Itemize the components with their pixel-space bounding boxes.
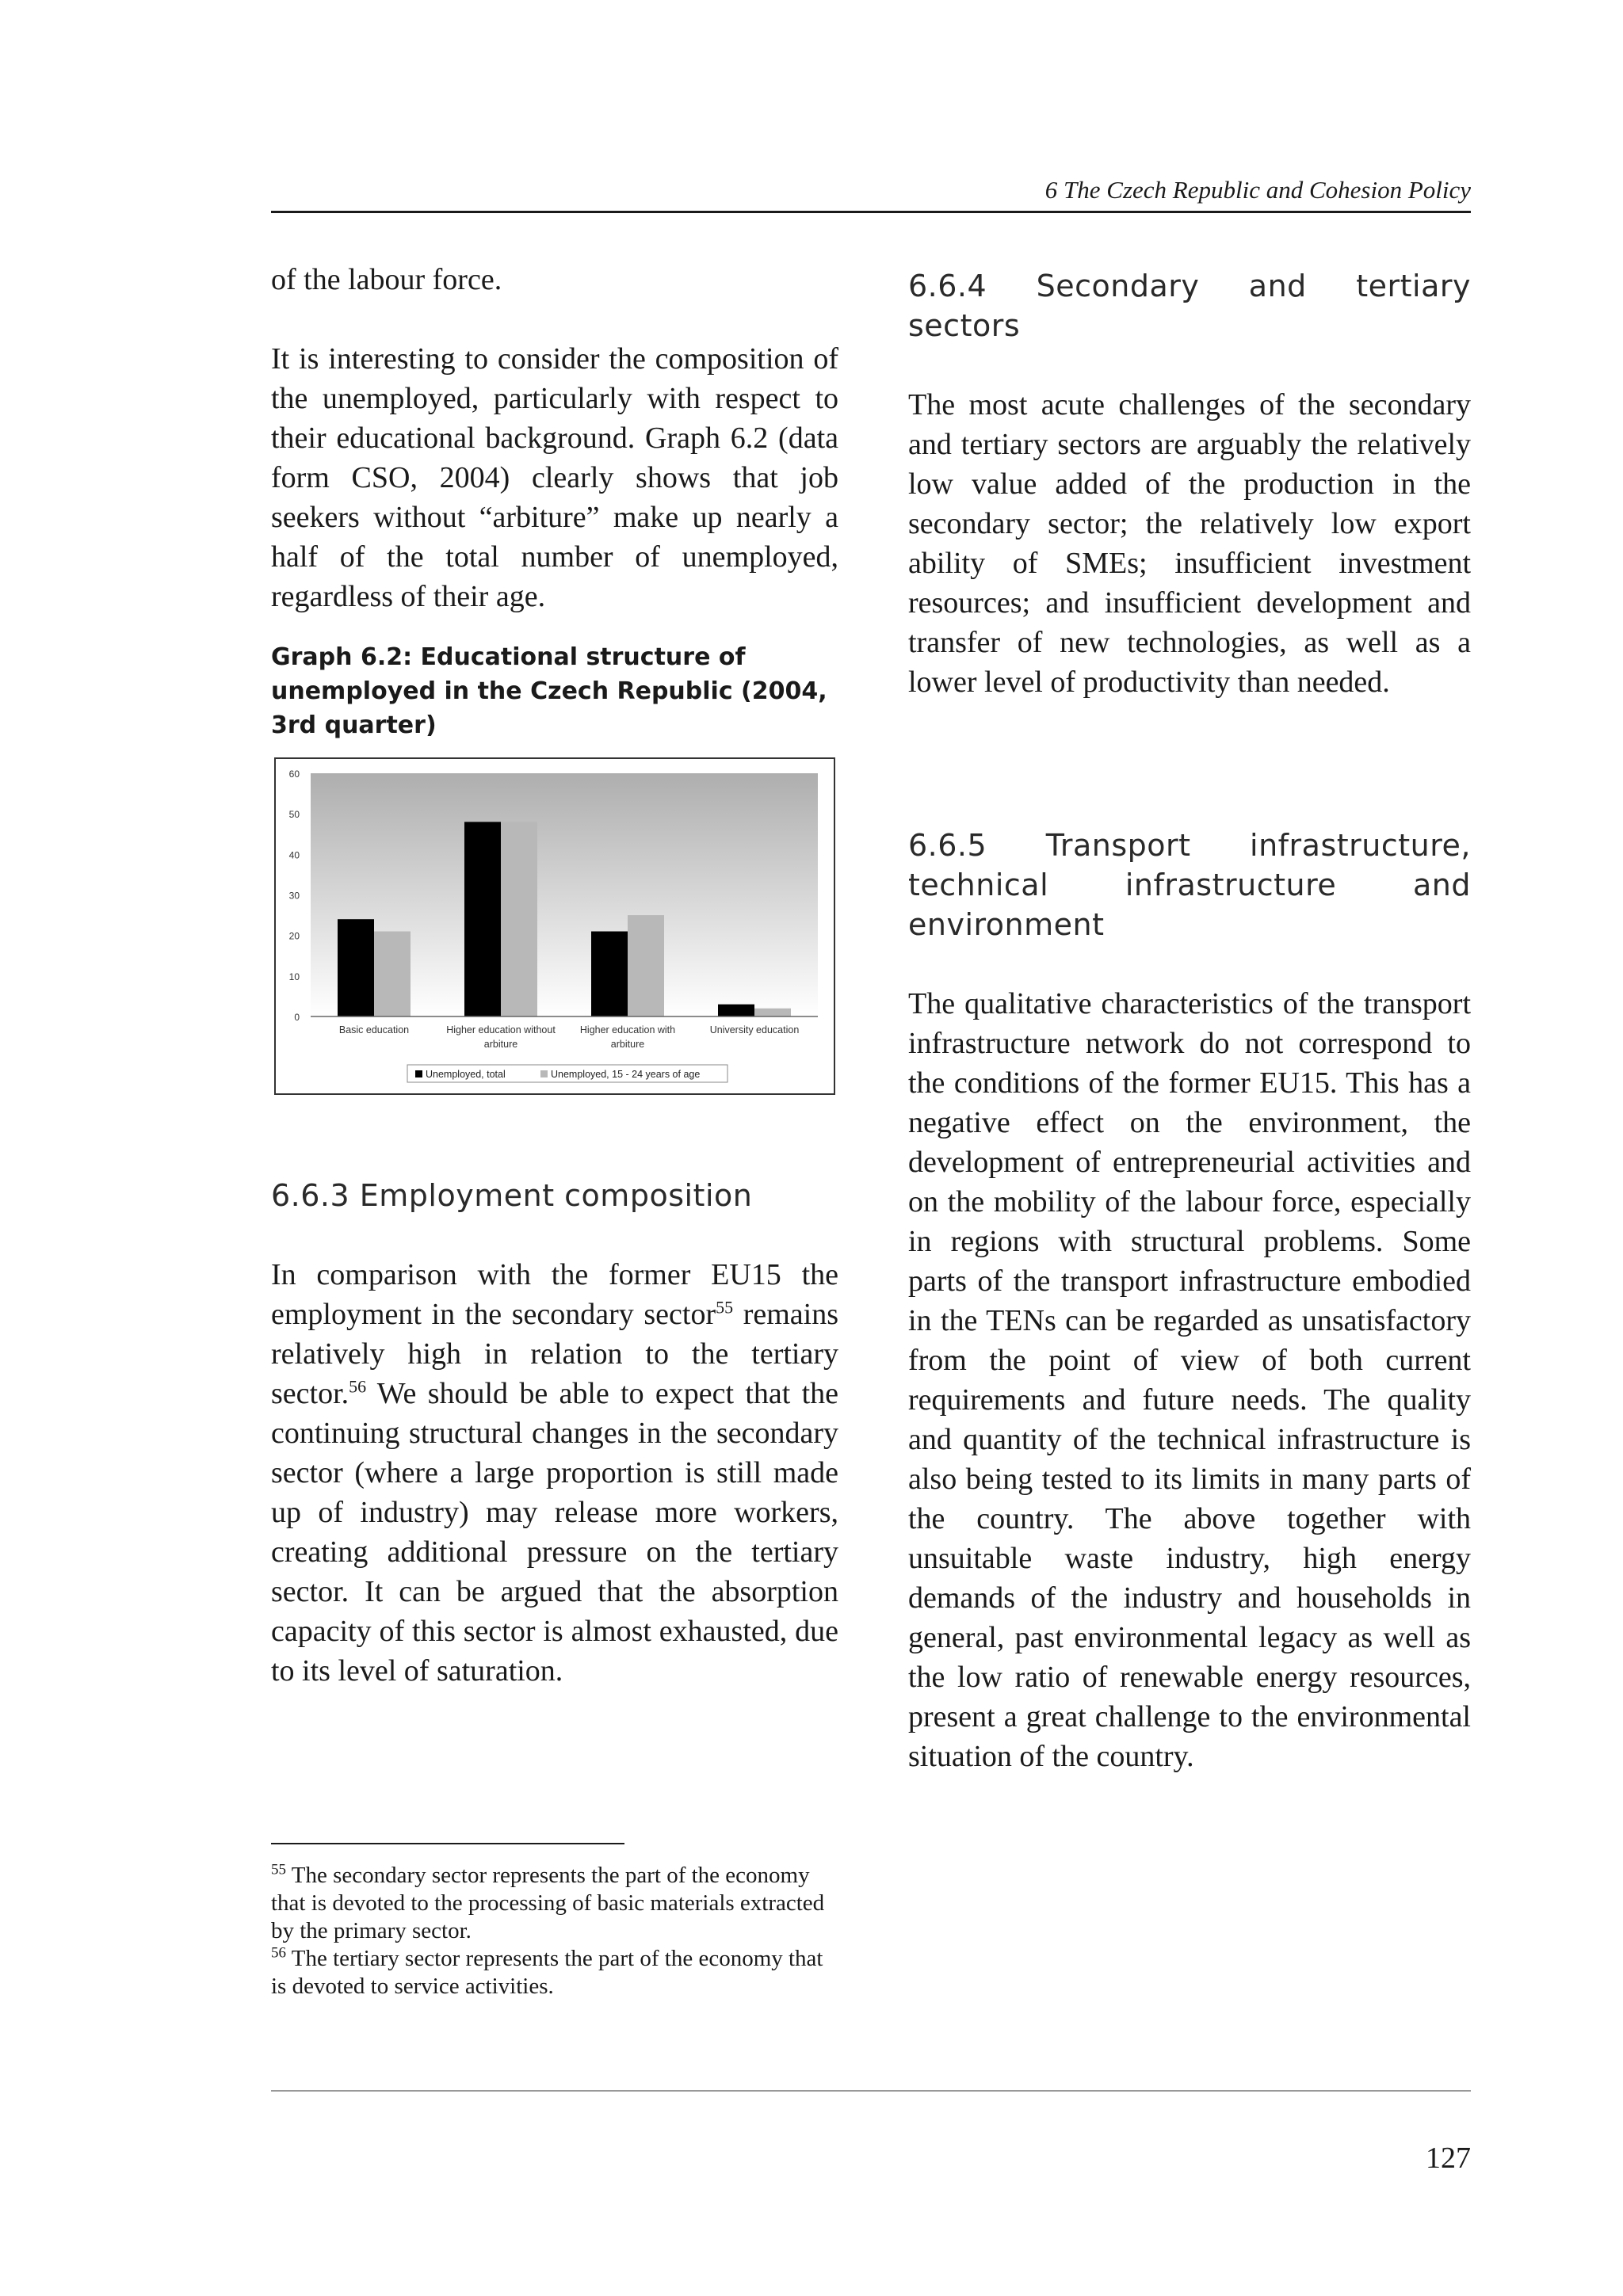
x-tick-label: Basic education bbox=[338, 1024, 410, 1035]
employment-text-a: In comparison with the former EU15 the employment in the secondary sector bbox=[271, 1258, 838, 1331]
section-664 bbox=[908, 266, 1471, 702]
x-tick-label: arbiture bbox=[610, 1039, 645, 1050]
bar bbox=[591, 932, 628, 1016]
footnote-number: 56 bbox=[271, 1944, 286, 1962]
bar bbox=[374, 932, 411, 1016]
y-tick-label: 50 bbox=[288, 809, 300, 821]
y-tick-label: 10 bbox=[288, 971, 300, 982]
section-heading-665: 6.6.5 Transport infrastructure, technical infrastructure and environment bbox=[908, 828, 1471, 942]
y-tick-label: 20 bbox=[288, 930, 300, 942]
footnote-ref-56[interactable]: 56 bbox=[349, 1376, 367, 1397]
footnotes bbox=[271, 1862, 842, 2000]
bar bbox=[718, 1005, 754, 1016]
x-tick-label: University education bbox=[709, 1024, 800, 1035]
y-tick-label: 40 bbox=[288, 849, 300, 861]
footnote-text: The tertiary sector represents the part of the economy that is devoted to service activities. bbox=[271, 1946, 823, 1999]
paragraph-labour-force: of the labour force. bbox=[271, 263, 502, 296]
bar-chart bbox=[274, 757, 835, 1095]
footnote-55 bbox=[271, 1862, 842, 1945]
x-tick-label: arbiture bbox=[483, 1039, 518, 1050]
paragraph-unemployed-composition: It is interesting to consider the composition of the unemployed, particularly with respect to their educational background. Graph 6.2 (data form CSO, 2004) clearly shows that job seekers without “arbiture” make up nearly a half of the total number of unemployed, regardless of their age. bbox=[271, 342, 838, 613]
footnote-ref-55[interactable]: 55 bbox=[716, 1297, 734, 1318]
x-tick-label: Higher education without bbox=[446, 1024, 556, 1035]
bar-chart-svg bbox=[276, 759, 834, 1093]
graph-caption: Graph 6.2: Educational structure of unemployed in the Czech Republic (2004, 3rd quarter) bbox=[271, 643, 827, 739]
header-rule bbox=[271, 211, 1471, 213]
footnote-rule bbox=[271, 1843, 624, 1844]
x-tick-label: Higher education with bbox=[579, 1024, 676, 1035]
section-heading-663: 6.6.3 Employment composition bbox=[271, 1178, 753, 1213]
footnote-56 bbox=[271, 1945, 842, 2000]
employment-text-c: We should be able to expect that the continuing structural changes in the secondary sector (where a large proportion is still made up of industry) may release more workers, creating additional pressure on the tertiary sector. It can be argued that the absorption capacity of this sector is almost exhausted, due to its level of saturation. bbox=[271, 1377, 838, 1688]
paragraph-secondary-tertiary: The most acute challenges of the secondary and tertiary sectors are arguably the relatively low value added of the production in the secondary sector; the relatively low export ability of SMEs; insufficient investment resources; and insufficient development and transfer of new technologies, as well as a lower level of productivity than needed. bbox=[908, 388, 1471, 699]
footnote-number: 55 bbox=[271, 1861, 286, 1878]
legend-swatch bbox=[540, 1070, 548, 1077]
y-tick-label: 60 bbox=[288, 769, 300, 780]
footer-rule bbox=[271, 2090, 1471, 2092]
section-665 bbox=[908, 826, 1471, 1776]
footnote-text: The secondary sector represents the part of the economy that is devoted to the processing of basic materials extracted by the primary sector. bbox=[271, 1863, 825, 1943]
y-tick-label: 30 bbox=[288, 890, 300, 902]
page-number: 127 bbox=[1426, 2142, 1471, 2175]
bar bbox=[338, 919, 374, 1016]
employment-text-b: remains relatively high in relation to the tertiary sector. bbox=[271, 1298, 838, 1410]
y-tick-label: 0 bbox=[294, 1012, 300, 1023]
paragraph-employment-composition bbox=[271, 1255, 838, 1691]
running-header: 6 The Czech Republic and Cohesion Policy bbox=[1044, 176, 1471, 204]
bar bbox=[628, 915, 664, 1016]
section-663 bbox=[271, 1176, 838, 1691]
legend-label: Unemployed, 15 - 24 years of age bbox=[551, 1069, 701, 1080]
legend-label: Unemployed, total bbox=[426, 1069, 506, 1080]
bar bbox=[501, 822, 537, 1016]
bar bbox=[464, 822, 501, 1016]
left-column-top bbox=[271, 260, 838, 616]
section-heading-664: 6.6.4 Secondary and tertiary sectors bbox=[908, 269, 1471, 343]
bar bbox=[754, 1009, 791, 1016]
paragraph-transport-infrastructure: The qualitative characteristics of the transport infrastructure network do not correspond to the conditions of the former EU15. This has a negative effect on the environment, the development of entrepreneurial activities and on the mobility of the labour force, especially in regions with structural problems. Some parts of the transport infrastructure embodied in the TENs can be regarded as unsatisfactory from the point of view of both current requirements and future needs. The quality and quantity of the technical infrastructure is also being tested to its limits in many parts of the country. The above together with unsuitable waste industry, high energy demands of the industry and households in general, past environmental legacy as well as the low ratio of renewable energy resources, present a great challenge to the environmental situation of the country. bbox=[908, 987, 1471, 1773]
legend-swatch bbox=[415, 1070, 422, 1077]
